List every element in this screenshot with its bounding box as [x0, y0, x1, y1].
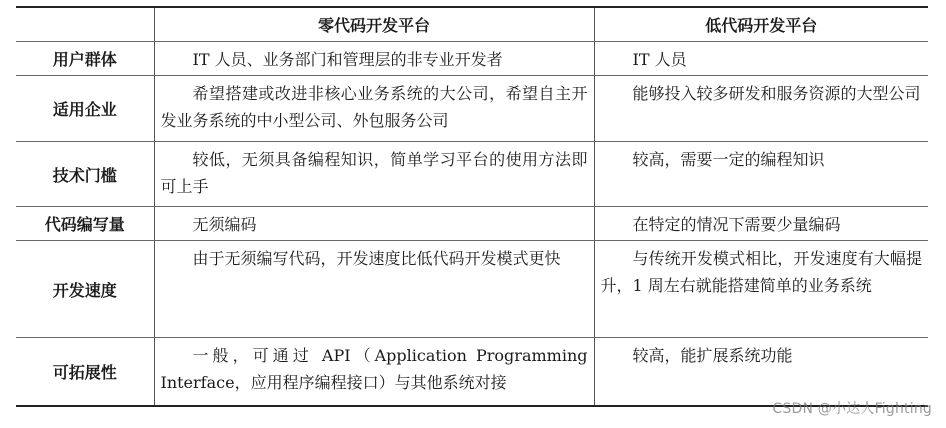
table-row — [16, 142, 928, 207]
cell-low-code: 与传统开发模式相比，开发速度有大幅提升，1 周左右就能搭建简单的业务系统 — [594, 241, 928, 338]
table-row — [16, 42, 928, 76]
cell-low-code: 在特定的情况下需要少量编码 — [594, 207, 928, 241]
cell-zero-code: 较低，无须具备编程知识，简单学习平台的使用方法即可上手 — [154, 142, 594, 207]
table-row — [16, 76, 928, 142]
header-row — [16, 7, 928, 42]
row-label-dev-speed: 开发速度 — [16, 241, 154, 338]
header-low-code: 低代码开发平台 — [594, 7, 928, 42]
header-zero-code: 零代码开发平台 — [154, 7, 594, 42]
row-label-tech-threshold: 技术门槛 — [16, 142, 154, 207]
row-label-extensibility: 可拓展性 — [16, 338, 154, 406]
row-label-target-enterprise: 适用企业 — [16, 76, 154, 142]
cell-zero-code: 由于无须编写代码，开发速度比低代码开发模式更快 — [154, 241, 594, 338]
cell-low-code: IT 人员 — [594, 42, 928, 76]
watermark: CSDN @小达人Fighting — [772, 401, 932, 417]
table-row — [16, 338, 928, 406]
row-label-user-group: 用户群体 — [16, 42, 154, 76]
comparison-table — [16, 6, 928, 407]
cell-zero-code: IT 人员、业务部门和管理层的非专业开发者 — [154, 42, 594, 76]
cell-low-code: 较高，能扩展系统功能 — [594, 338, 928, 406]
cell-low-code: 能够投入较多研发和服务资源的大型公司 — [594, 76, 928, 142]
cell-zero-code: 一般，可通过 API（Application Programming Interface，应用程序编程接口）与其他系统对接 — [154, 338, 594, 406]
row-label-code-amount: 代码编写量 — [16, 207, 154, 241]
table-row — [16, 241, 928, 338]
header-corner — [16, 7, 154, 42]
cell-zero-code: 希望搭建或改进非核心业务系统的大公司，希望自主开发业务系统的中小型公司、外包服务公司 — [154, 76, 594, 142]
table-row — [16, 207, 928, 241]
cell-zero-code: 无须编码 — [154, 207, 594, 241]
cell-low-code: 较高，需要一定的编程知识 — [594, 142, 928, 207]
